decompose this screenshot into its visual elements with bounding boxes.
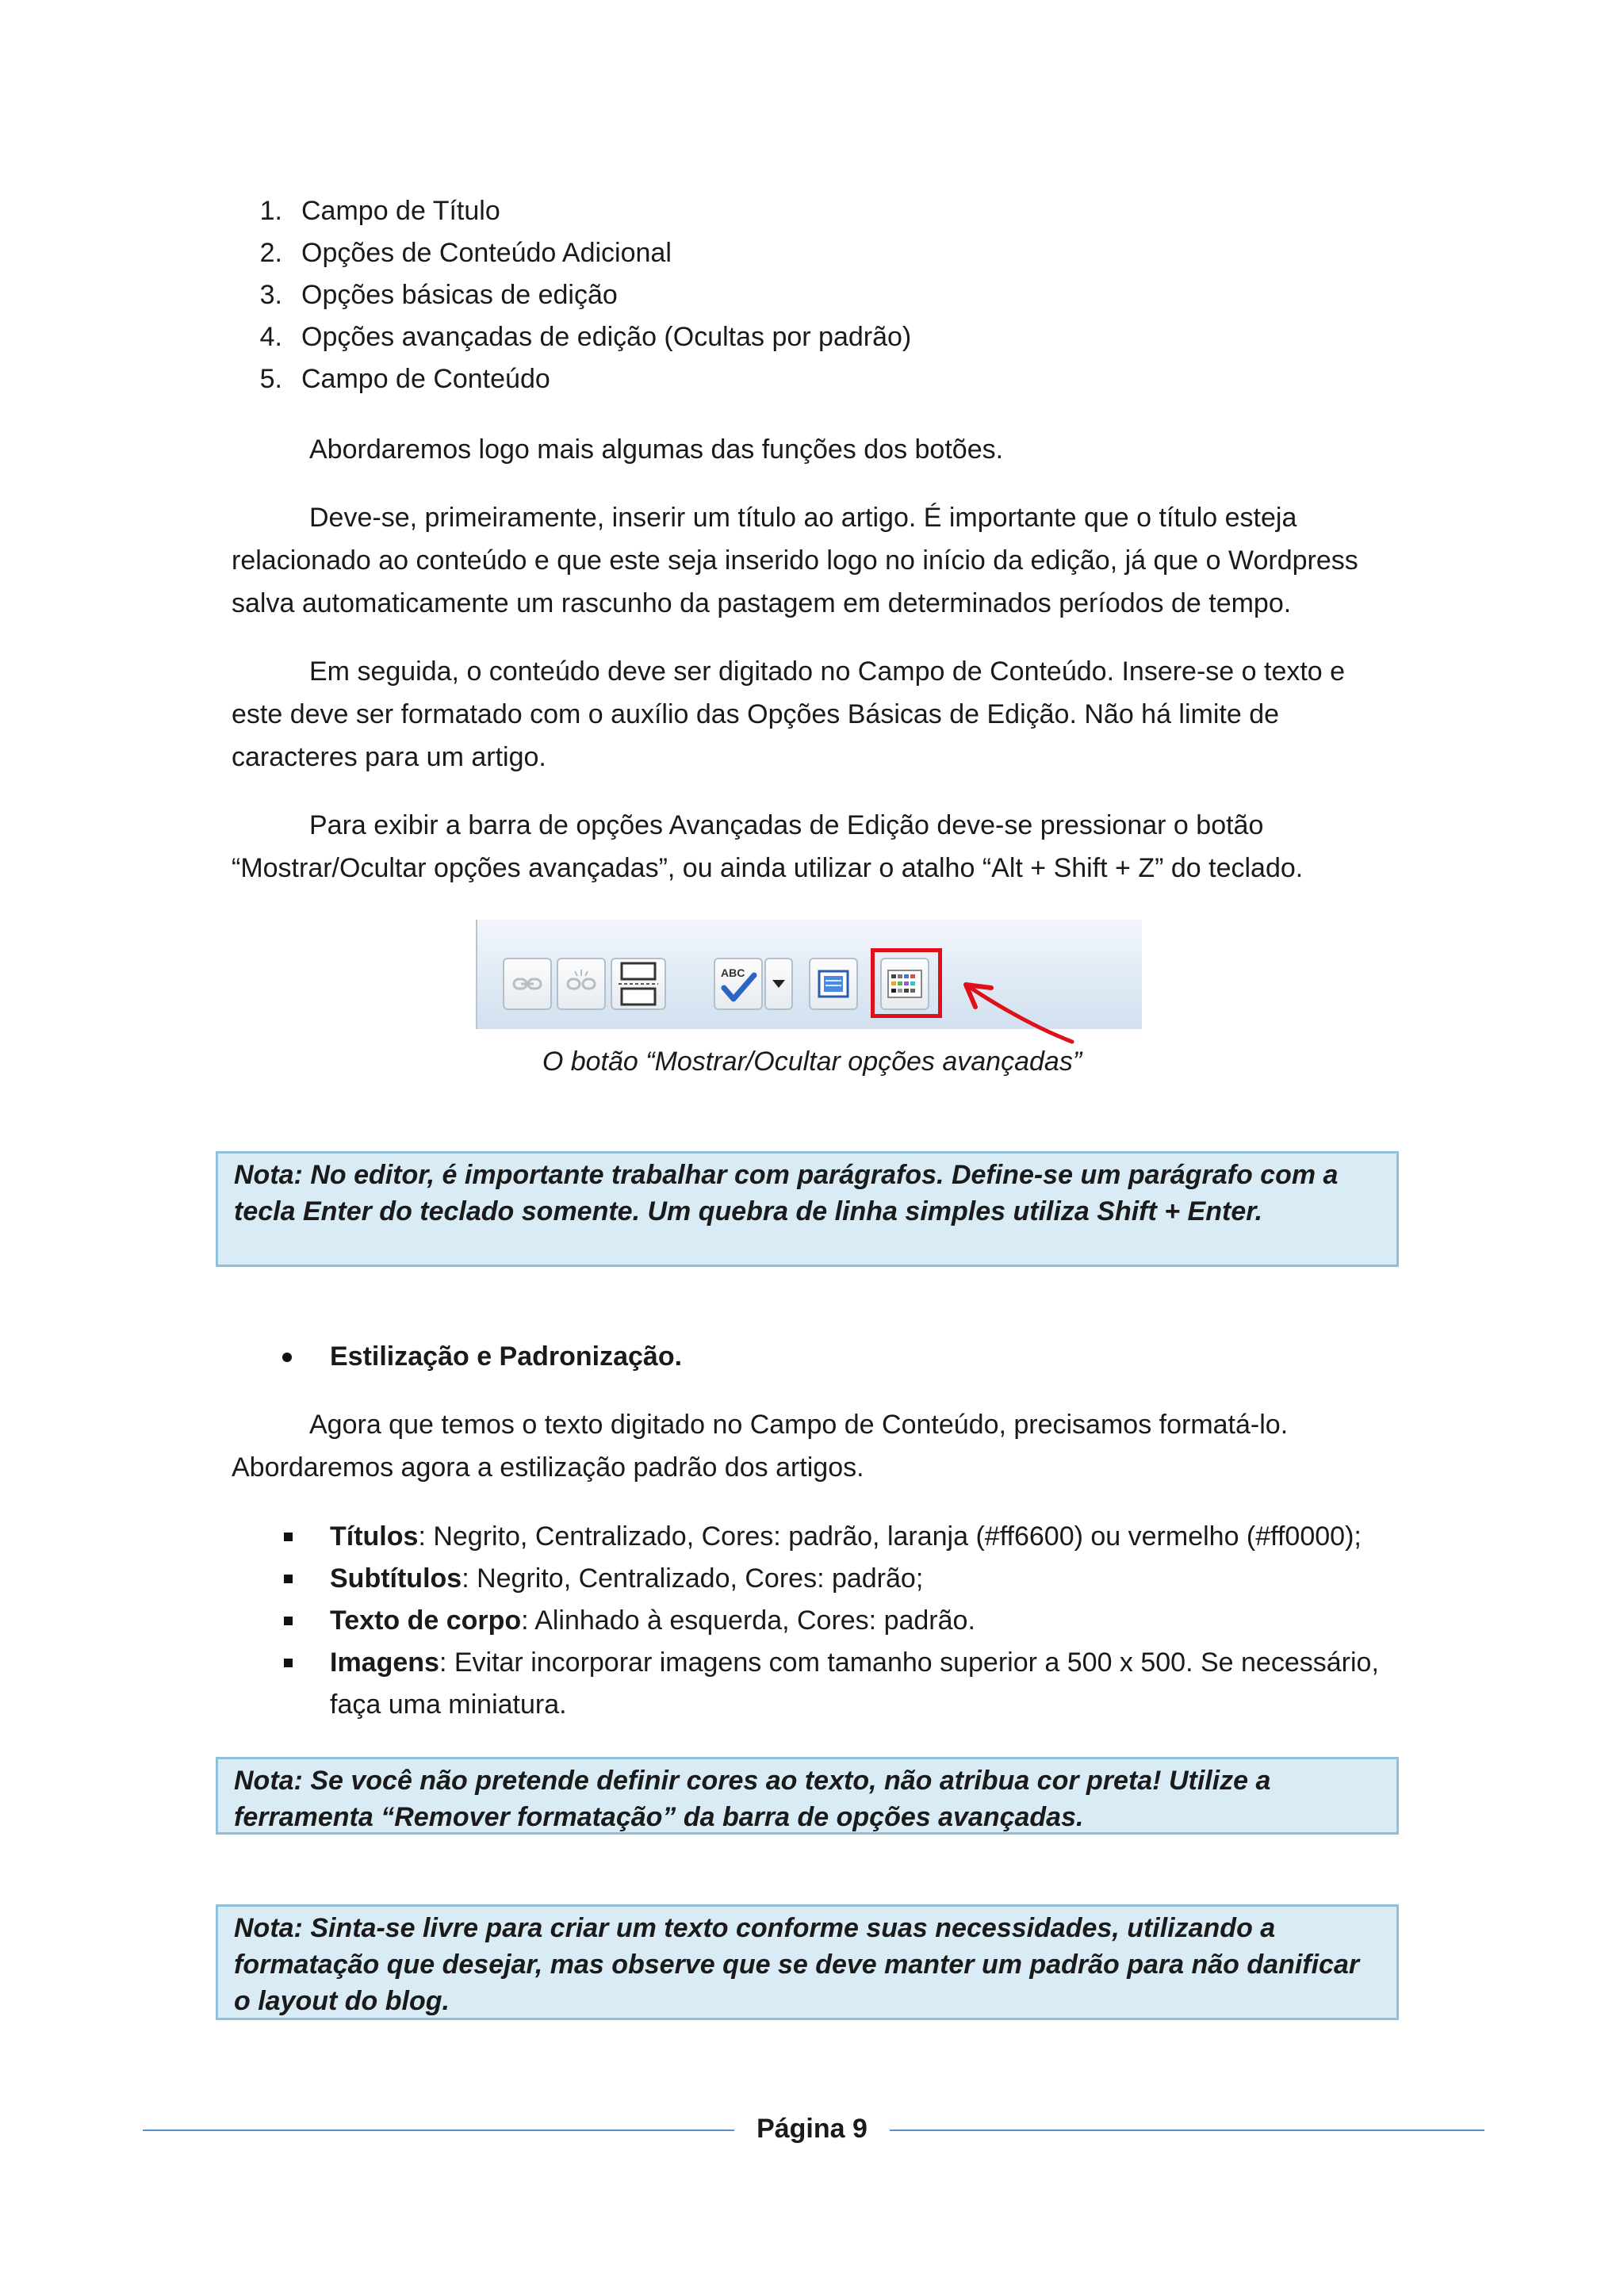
list-item-desc: : Negrito, Centralizado, Cores: padrão, laranja (#ff6600) ou vermelho (#ff0000);: [418, 1521, 1362, 1552]
list-item-desc: : Alinhado à esquerda, Cores: padrão.: [521, 1605, 975, 1636]
paragraph-style-intro: Agora que temos o texto digitado no Campo de Conteúdo, precisamos formatá-lo. Abordaremos agora a estilização padrão dos artigos.: [232, 1410, 1289, 1483]
paragraph-content: Em seguida, o conteúdo deve ser digitado no Campo de Conteúdo. Insere-se o texto e este deve ser formatado com o auxílio das Opções Básicas de Edição. Não há limite de caracteres para um artigo.: [232, 656, 1346, 772]
list-item: 2. Opções de Conteúdo Adicional: [232, 232, 1389, 274]
list-item: [279, 1600, 1405, 1642]
paragraph-title: Deve-se, primeiramente, inserir um título ao artigo. É importante que o título esteja relacionado ao conteúdo e que este seja inserido logo no início da edição, já que o Wordpress salva automaticamente um rascunho da pastagem em determinados períodos de tempo.: [232, 503, 1358, 618]
list-item-text: Campo de Título: [301, 196, 500, 226]
list-item-text: Campo de Conteúdo: [301, 364, 550, 394]
note-box: Nota: Se você não pretende definir cores ao texto, não atribua cor preta! Utilize a ferramenta “Remover formatação” da barra de opções avançadas.: [216, 1757, 1399, 1835]
spellcheck-label: ABC: [721, 966, 745, 979]
list-item: 1. Campo de Título: [232, 190, 1389, 232]
square-bullet-icon: [284, 1533, 293, 1541]
list-item: 3. Opções básicas de edição: [232, 274, 1389, 316]
list-item: 5. Campo de Conteúdo: [232, 358, 1389, 400]
section-heading: Estilização e Padronização.: [330, 1341, 683, 1372]
square-bullet-icon: [284, 1575, 293, 1583]
list-item: [279, 1516, 1405, 1558]
paragraph-intro: Abordaremos logo mais algumas das funções dos botões.: [309, 434, 1004, 465]
list-item-desc: : Evitar incorporar imagens com tamanho superior a 500 x 500. Se necessário, faça uma miniatura.: [330, 1647, 1379, 1720]
list-item-term: Imagens: [330, 1647, 439, 1678]
square-bullet-icon: [284, 1617, 293, 1625]
paragraph-advanced: Para exibir a barra de opções Avançadas de Edição deve-se pressionar o botão “Mostrar/Ocultar opções avançadas”, ou ainda utilizar o atalho “Alt + Shift + Z” do teclado.: [232, 810, 1304, 883]
list-item-term: Subtítulos: [330, 1563, 462, 1594]
style-list: [279, 1516, 1405, 1726]
list-item-term: Texto de corpo: [330, 1605, 522, 1636]
figure-caption: O botão “Mostrar/Ocultar opções avançadas”: [542, 1047, 1082, 1077]
list-item: 4. Opções avançadas de edição (Ocultas por padrão): [232, 316, 1389, 358]
list-item: [279, 1558, 1405, 1600]
note-box: Nota: Sinta-se livre para criar um texto conforme suas necessidades, utilizando a formatação que desejar, mas observe que se deve manter um padrão para não danificar o layout do blog.: [216, 1904, 1399, 2020]
note-box: Nota: No editor, é importante trabalhar com parágrafos. Define-se um parágrafo com a tecla Enter do teclado somente. Um quebra de linha simples utiliza Shift + Enter.: [216, 1151, 1399, 1267]
list-item-text: Opções de Conteúdo Adicional: [301, 238, 672, 268]
list-item: [279, 1642, 1405, 1726]
numbered-list: [232, 190, 1389, 400]
list-item-desc: : Negrito, Centralizado, Cores: padrão;: [462, 1563, 924, 1594]
list-item-text: Opções básicas de edição: [301, 280, 618, 310]
bullet-icon: [282, 1353, 292, 1362]
list-item-text: Opções avançadas de edição (Ocultas por padrão): [301, 322, 912, 352]
page-number: Página 9: [756, 2114, 868, 2144]
list-item-term: Títulos: [330, 1521, 419, 1552]
square-bullet-icon: [284, 1659, 293, 1667]
